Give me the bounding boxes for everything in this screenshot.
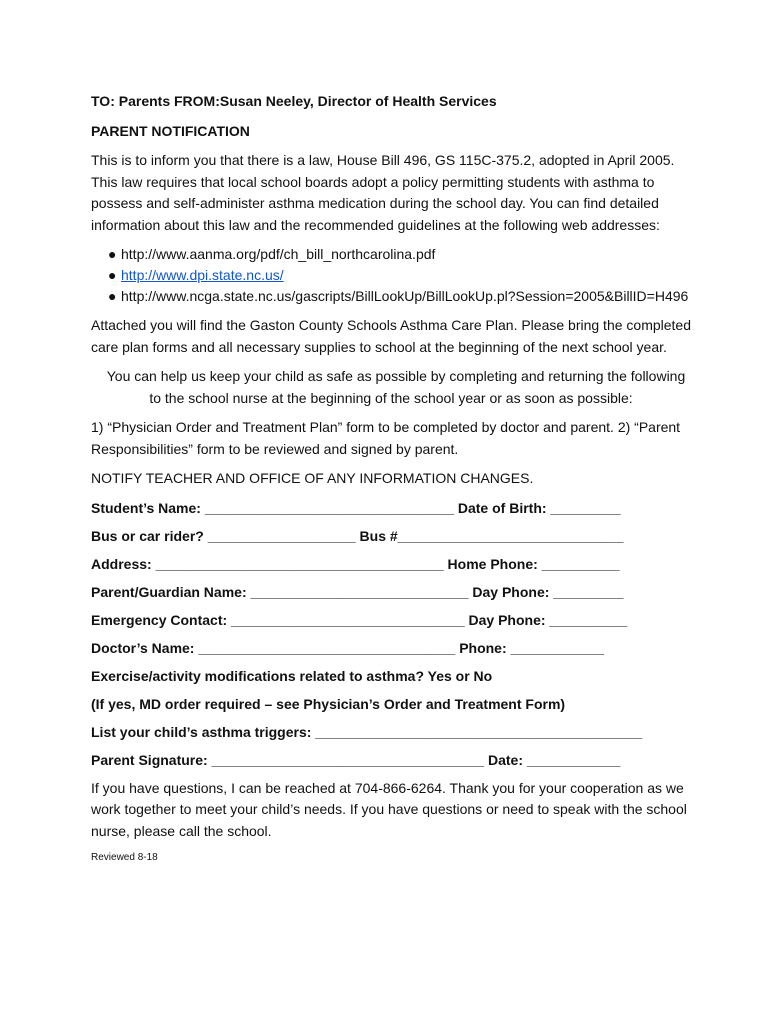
link-aanma: http://www.aanma.org/pdf/ch_bill_northcarolina.pdf xyxy=(121,246,436,262)
exercise-question: Exercise/activity modifications related to asthma? Yes or No xyxy=(91,667,493,684)
intro-paragraph: This is to inform you that there is a law, House Bill 496, GS 115C-375.2, adopted in April 2005. This law requires that local school boards adopt a policy permitting students with asthma to possess and self-administer asthma medication during the school day. You can find detailed information about this law and the recommended guidelines at the following web addresses: xyxy=(91,152,675,233)
link-dpi[interactable]: http://www.dpi.state.nc.us/ xyxy=(121,267,284,283)
forms-paragraph: 1) “Physician Order and Treatment Plan” form to be completed by doctor and parent. 2) “Parent Responsibilities” form to be reviewed and signed by parent. xyxy=(91,419,681,457)
parent-signature-field: Parent Signature: ___________________________________ Date: ____________ xyxy=(91,751,621,768)
student-name-field: Student’s Name: ________________________________ Date of Birth: _________ xyxy=(91,499,621,516)
to-from-line: TO: Parents FROM:Susan Neeley, Director of Health Services xyxy=(91,93,497,109)
bullet-icon: ● xyxy=(108,246,117,262)
list-item xyxy=(91,265,691,286)
doctor-name-field: Doctor’s Name: _________________________________ Phone: ____________ xyxy=(91,639,604,656)
attached-paragraph: Attached you will find the Gaston County Schools Asthma Care Plan. Please bring the completed care plan forms and all necessary supplies to school at the beginning of the next school year. xyxy=(91,317,692,355)
emergency-contact-field: Emergency Contact: ______________________________ Day Phone: __________ xyxy=(91,611,628,628)
link-ncga: http://www.ncga.state.nc.us/gascripts/BillLookUp/BillLookUp.pl?Session=2005&BillID=H496 xyxy=(121,288,689,304)
closing-paragraph: If you have questions, I can be reached at 704-866-6264. Thank you for your cooperation as we work together to meet your child’s needs. If you have questions or need to speak with the school nurse, please call the school. xyxy=(91,779,687,839)
link-list xyxy=(91,244,691,307)
document-body xyxy=(91,91,691,873)
bullet-icon: ● xyxy=(108,267,117,283)
list-item xyxy=(91,286,691,307)
reviewed-note: Reviewed 8-18 xyxy=(91,852,158,863)
bullet-icon: ● xyxy=(108,288,117,304)
list-item xyxy=(91,244,691,265)
address-field: Address: _____________________________________ Home Phone: __________ xyxy=(91,555,620,572)
md-order-note: (If yes, MD order required – see Physician’s Order and Treatment Form) xyxy=(91,695,566,712)
guardian-field: Parent/Guardian Name: ____________________________ Day Phone: _________ xyxy=(91,583,624,600)
section-title: PARENT NOTIFICATION xyxy=(91,122,250,139)
notify-line: NOTIFY TEACHER AND OFFICE OF ANY INFORMATION CHANGES. xyxy=(91,470,534,486)
bus-rider-field: Bus or car rider? ___________________ Bus #_____________________________ xyxy=(91,527,624,544)
triggers-field: List your child’s asthma triggers: __________________________________________ xyxy=(91,723,643,740)
help-paragraph: You can help us keep your child as safe as possible by completing and returning the following to the school nurse at the beginning of the school year or as soon as possible: xyxy=(106,368,686,406)
